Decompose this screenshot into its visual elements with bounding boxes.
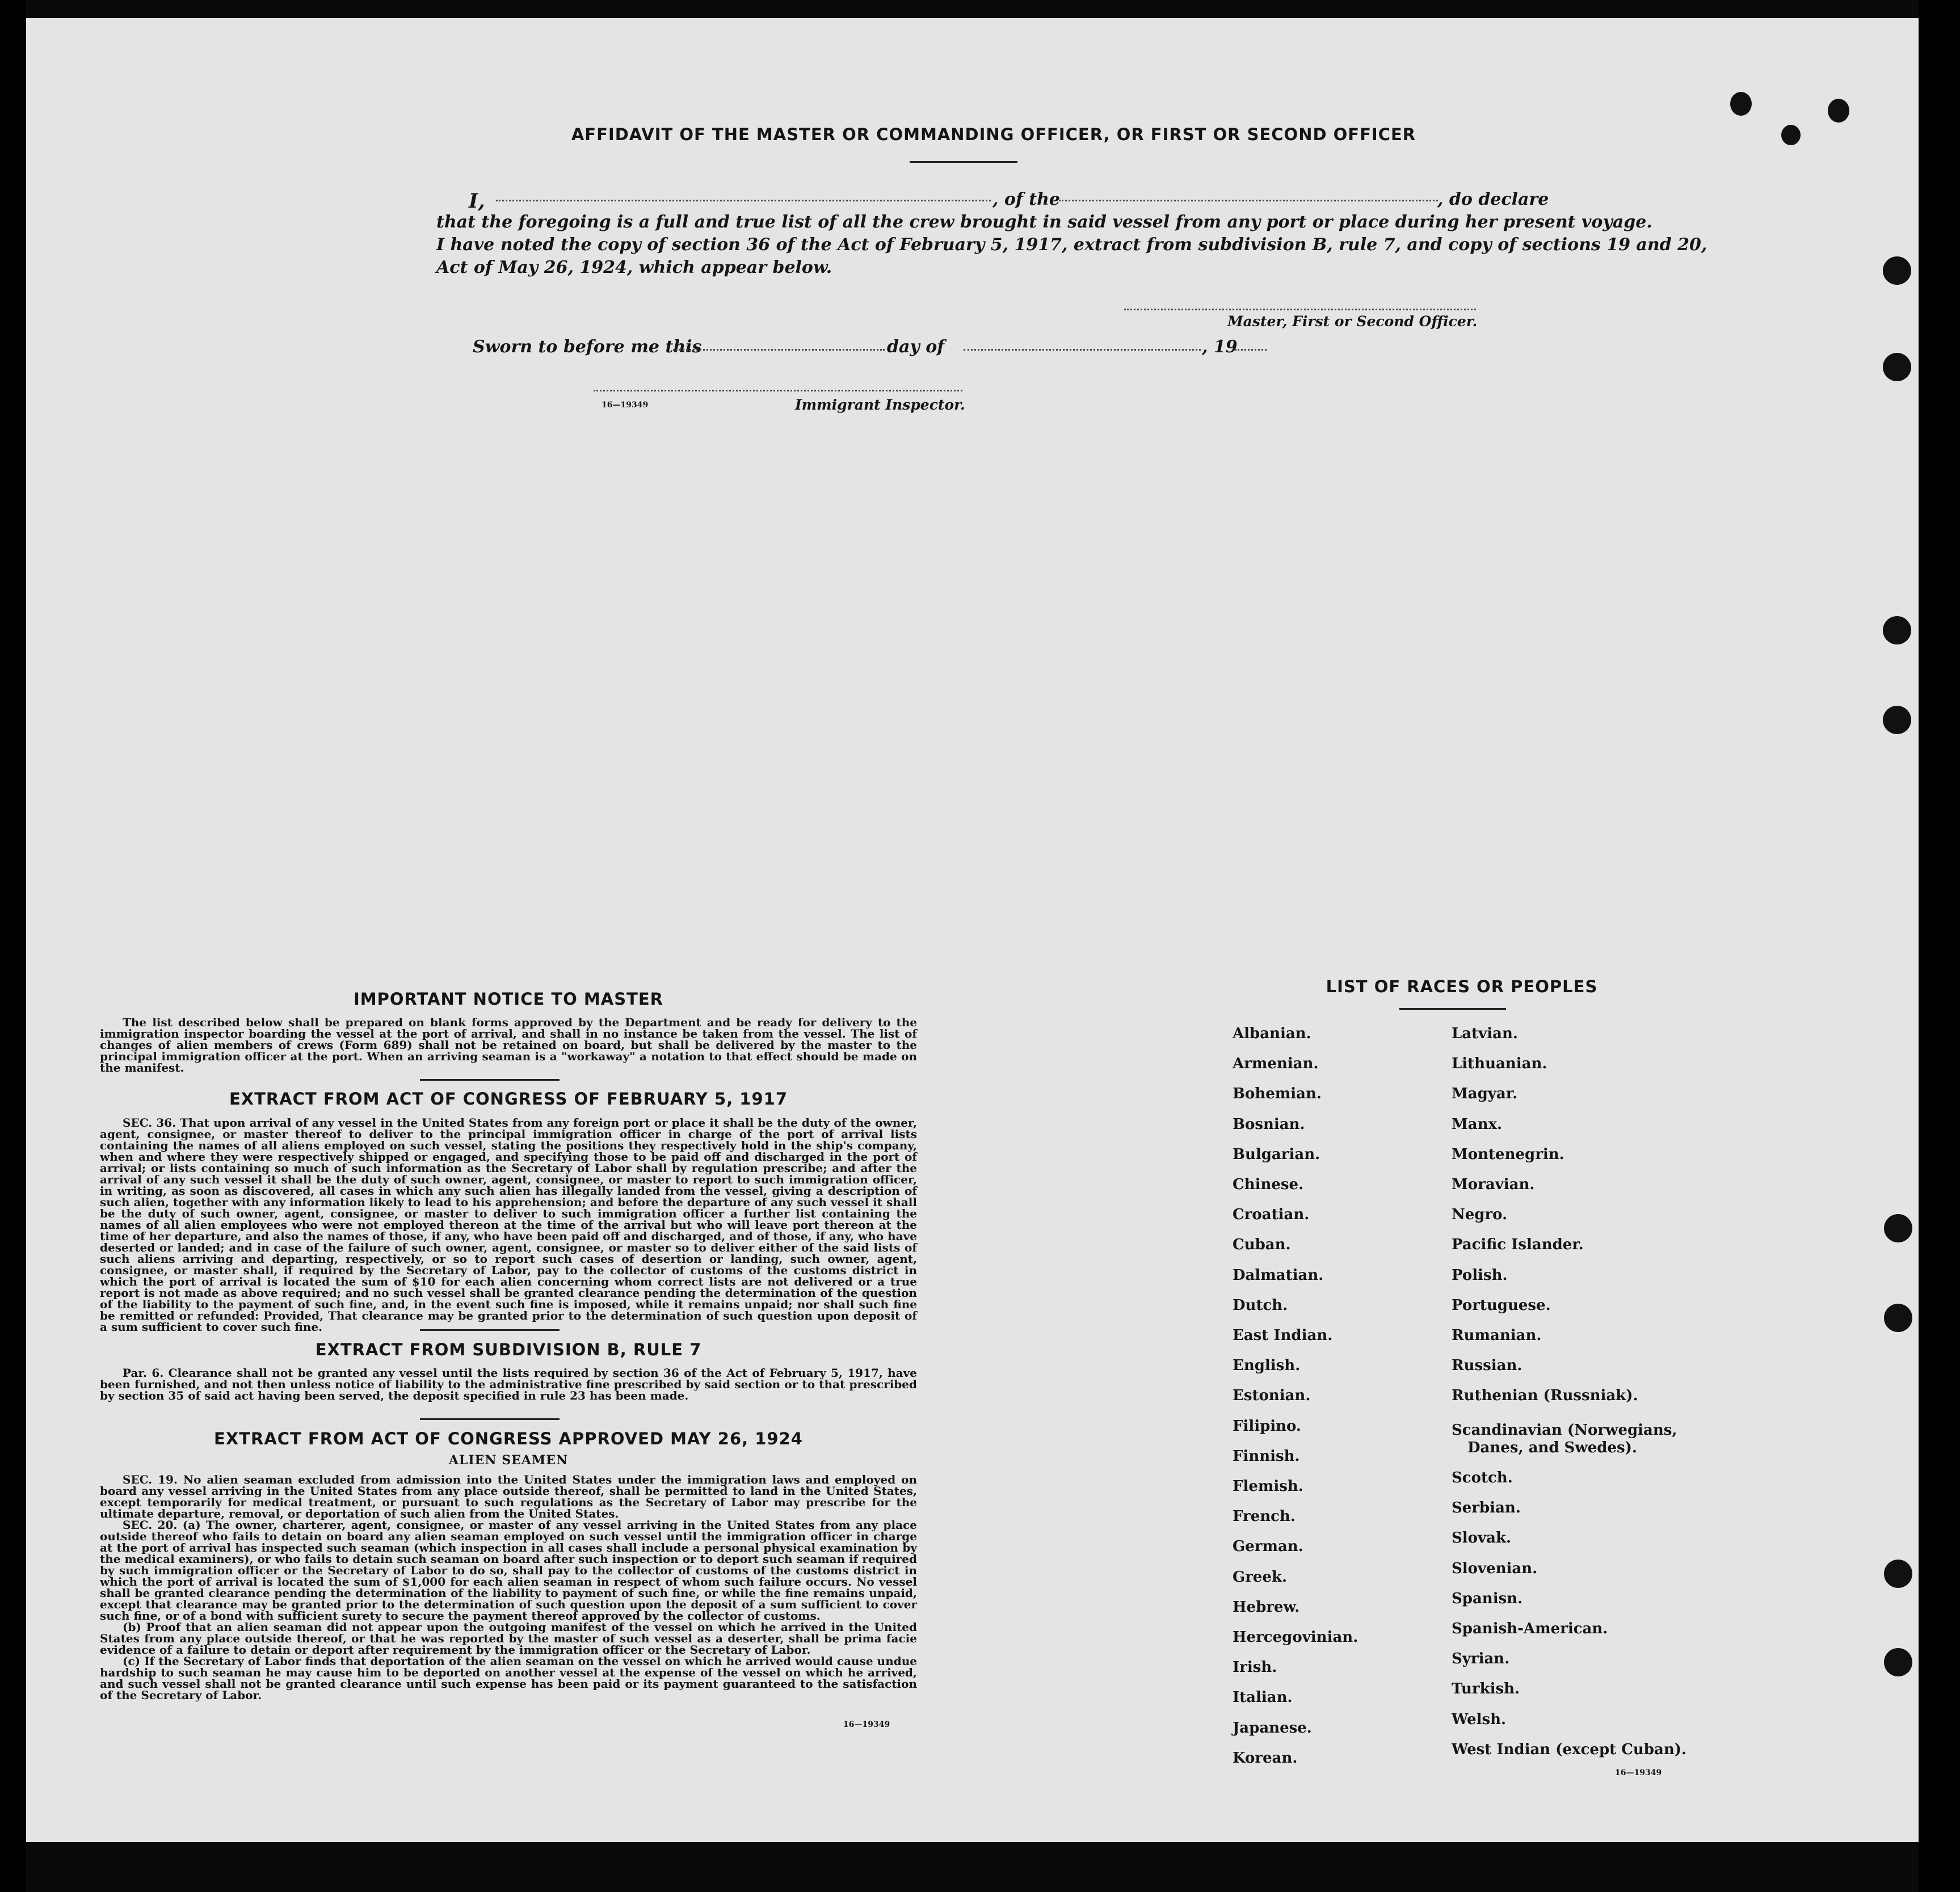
- race-item: Lithuanian.: [1452, 1055, 1547, 1073]
- race-item: Finnish.: [1233, 1447, 1300, 1465]
- sworn-day-blank: [673, 349, 885, 351]
- section-divider: [420, 1329, 560, 1331]
- race-item: Magyar.: [1452, 1085, 1518, 1103]
- race-item: Estonian.: [1233, 1387, 1311, 1405]
- race-item: Spanisn.: [1452, 1590, 1523, 1607]
- form-code: 16—19349: [1615, 1768, 1662, 1777]
- declare-label: , do declare: [1437, 189, 1549, 209]
- sec36-text: SEC. 36. That upon arrival of any vessel in the United States from any foreign port or place it shall be the duty of the owner, agent, consignee, or master thereof to deliver to the principal immigration officer in charge of the port of arrival lists containing the names of all aliens employed on such vessel, stating the positions they respectively hold in the ship's company, when and where they were respectively shipped or engaged, and specifying those to be paid off and discharged in the port of arrival; or lists containing so much of such information as the Secretary of Labor shall by regulation prescribe; and after the arrival of any such vessel it shall be the duty of such owner, agent, consignee, or master to report to such immigration officer, in writing, as soon as discovered, all cases in which any such alien has illegally landed from the vessel, giving a description of such alien, together with any information likely to lead to his apprehension; and before the departure of any such vessel it shall be the duty of such owner, agent, consignee, or master to deliver to such immigration officer a further list containing the names of all alien employees who were not employed thereon at the time of the arrival but who will leave port thereon at the time of her departure, and also the names of those, if any, who have been paid off and discharged, and of those, if any, who have deserted or landed; and in case of the failure of such owner, agent, consignee, or master so to deliver either of the said lists of such aliens arriving and departing, respectively, or so to report such cases of desertion or landing, such owner, agent, consignee, or master shall, if required by the Secretary of Labor, pay to the collector of customs of the customs district in which the port of arrival is located the sum of $10 for each alien concerning whom correct lists are not delivered or a true report is not made as above required; and no such vessel shall be granted clearance pending the determination of the question of the liability to the payment of such fine, and, in the event such fine is imposed, while it remains unpaid; nor shall such fine be remitted or refunded: Provided, That clearance may be granted prior to the determination of such question upon deposit of a sum sufficient to cover such fine.: [100, 1116, 917, 1334]
- name-blank: [496, 200, 991, 201]
- day-of-label: day of: [887, 337, 945, 357]
- notice-title: IMPORTANT NOTICE TO MASTER: [353, 989, 664, 1009]
- race-item: Greek.: [1233, 1568, 1288, 1586]
- rule7-section: [100, 1367, 917, 1401]
- inspector-signature-line: [594, 390, 962, 391]
- scan-border-left: [0, 0, 26, 1892]
- race-item: Moravian.: [1452, 1176, 1535, 1193]
- inspector-caption: Immigrant Inspector.: [795, 397, 965, 413]
- race-item: West Indian (except Cuban).: [1452, 1741, 1687, 1758]
- races-title: LIST OF RACES OR PEOPLES: [1326, 977, 1598, 996]
- affidavit-title: AFFIDAVIT OF THE MASTER OR COMMANDING OFFICER, OR FIRST OR SECOND OFFICER: [571, 125, 1416, 144]
- race-item: Croatian.: [1233, 1206, 1310, 1224]
- punch-hole: [1884, 1214, 1912, 1242]
- master-signature-line: [1124, 309, 1476, 310]
- scan-border-right: [1919, 0, 1960, 1892]
- race-item: Spanish-American.: [1452, 1620, 1608, 1637]
- race-item: German.: [1233, 1538, 1303, 1556]
- sec20a-text: SEC. 20. (a) The owner, charterer, agent, consignee, or master of any vessel arriving in the United States from any place outside thereof who fails to detain on board any alien seaman employed on such vessel until the immigration officer in charge at the port of arrival has inspected such seaman (which inspection in all cases shall include a personal physical examination by the medical examiners), or who fails to detain such seaman on board after such inspection or to deport such seaman if required by such immigration officer or the Secretary of Labor to do so, shall pay to the collector of customs of the customs district in which the port of arrival is located the sum of $1,000 for each alien seaman in respect of whom such failure occurs. No vessel shall be granted clearance pending the determination of the liability to payment of such fine, or while the fine remains unpaid, except that clearance may be granted prior to the determination of such question upon the deposit of a sum sufficient to cover such fine, or of a bond with sufficient surety to secure the payment thereof approved by the collector of customs.: [100, 1518, 917, 1623]
- race-item: Dalmatian.: [1233, 1266, 1324, 1284]
- sec20c-text: (c) If the Secretary of Labor finds that deportation of the alien seaman on the vessel on which he arrived would cause undue hardship to such seaman he may cause him to be deported on another vessel at the expense of the vessel on which he arrived, and such vessel shall not be granted clearance until such expense has been paid or its payment guaranteed to the satisfaction of the Secretary of Labor.: [100, 1654, 917, 1702]
- sec19-text: SEC. 19. No alien seaman excluded from admission into the United States under the immigration laws and employed on board any vessel arriving in the United States from any place outside thereof, shall be permitted to land in the United States, except temporarily for medical treatment, or pursuant to such regulations as the Secretary of Labor may prescribe for the ultimate departure, removal, or deportation of such alien from the United States.: [100, 1473, 917, 1520]
- affidavit-line-2: that the foregoing is a full and true list of all the crew brought in said vessel from any port or place during her present voyage.: [436, 212, 1652, 232]
- affidavit-line-3: I have noted the copy of section 36 of the Act of February 5, 1917, extract from subdivision B, rule 7, and copy of sections 19 and 20,: [436, 235, 1707, 255]
- race-item: Ruthenian (Russniak).: [1452, 1387, 1638, 1405]
- punch-hole: [1883, 706, 1911, 734]
- form-code: 16—19349: [843, 1720, 890, 1729]
- races-divider: [1399, 1008, 1506, 1010]
- race-item: Rumanian.: [1452, 1327, 1542, 1344]
- alien-seamen-subtitle: ALIEN SEAMEN: [448, 1453, 569, 1468]
- race-item: Scandinavian (Norwegians,: [1452, 1421, 1677, 1439]
- punch-hole: [1781, 125, 1801, 145]
- race-item: Montenegrin.: [1452, 1145, 1564, 1163]
- punch-hole: [1884, 1560, 1912, 1588]
- race-item: Russian.: [1452, 1357, 1522, 1375]
- race-item: Armenian.: [1233, 1055, 1319, 1073]
- race-item: Filipino.: [1233, 1417, 1301, 1435]
- extract-1924-section: [100, 1474, 917, 1701]
- section-divider: [420, 1079, 560, 1081]
- sworn-label: Sworn to before me this: [473, 337, 702, 357]
- race-item: English.: [1233, 1357, 1301, 1375]
- race-item: Italian.: [1233, 1689, 1293, 1706]
- year-label: , 19: [1202, 337, 1238, 357]
- punch-hole: [1828, 99, 1849, 123]
- race-item: Serbian.: [1452, 1499, 1521, 1517]
- race-item: Turkish.: [1452, 1680, 1520, 1698]
- race-item: Syrian.: [1452, 1650, 1510, 1668]
- race-item: Scotch.: [1452, 1469, 1513, 1486]
- race-item: Albanian.: [1233, 1025, 1311, 1042]
- race-item: Latvian.: [1452, 1025, 1518, 1042]
- vessel-blank: [1059, 200, 1438, 201]
- race-item: Bosnian.: [1233, 1115, 1305, 1133]
- race-item: Chinese.: [1233, 1176, 1304, 1193]
- race-item: Polish.: [1452, 1266, 1508, 1284]
- sworn-month-blank: [964, 349, 1201, 351]
- race-item: Welsh.: [1452, 1710, 1507, 1728]
- master-signature-caption: Master, First or Second Officer.: [1227, 313, 1478, 330]
- notice-section: [100, 1017, 917, 1073]
- race-item: Hercegovinian.: [1233, 1629, 1358, 1646]
- race-item: French.: [1233, 1508, 1296, 1526]
- extract-1917-section: [100, 1117, 917, 1333]
- punch-hole: [1883, 353, 1911, 381]
- race-item: Slovak.: [1452, 1529, 1512, 1547]
- affidavit-line-4: Act of May 26, 1924, which appear below.: [436, 258, 832, 277]
- race-item: Japanese.: [1233, 1719, 1312, 1737]
- extract-1917-title: EXTRACT FROM ACT OF CONGRESS OF FEBRUARY 5, 1917: [229, 1089, 788, 1109]
- title-divider: [910, 161, 1017, 163]
- race-item: Portuguese.: [1452, 1296, 1551, 1314]
- extract-1924-title: EXTRACT FROM ACT OF CONGRESS APPROVED MAY 26, 1924: [214, 1429, 803, 1448]
- race-item: East Indian.: [1233, 1327, 1333, 1344]
- punch-hole: [1883, 616, 1911, 644]
- punch-hole: [1884, 1648, 1912, 1676]
- punch-hole: [1883, 256, 1911, 285]
- section-divider: [420, 1418, 560, 1420]
- race-item: Bohemian.: [1233, 1085, 1322, 1103]
- race-item: Korean.: [1233, 1749, 1298, 1767]
- race-item: Bulgarian.: [1233, 1145, 1320, 1163]
- race-item: Danes, and Swedes).: [1467, 1439, 1637, 1456]
- punch-hole: [1730, 92, 1752, 116]
- sec20b-text: (b) Proof that an alien seaman did not appear upon the outgoing manifest of the vessel on which he arrived in the United States from any place outside thereof, or that he was reported by the master of such vessel as a deserter, shall be prima facie evidence of a failure to detain or deport after requirement by the immigration officer or the Secretary of Labor.: [100, 1620, 917, 1657]
- race-item: Slovenian.: [1452, 1560, 1538, 1577]
- race-item: Negro.: [1452, 1206, 1508, 1224]
- punch-hole: [1884, 1304, 1912, 1332]
- rule7-title: EXTRACT FROM SUBDIVISION B, RULE 7: [315, 1340, 702, 1359]
- race-item: Manx.: [1452, 1115, 1503, 1133]
- notice-text: The list described below shall be prepared on blank forms approved by the Department and be ready for delivery to the immigration inspector boarding the vessel at the port of arrival, and shall in no instance be taken from the vessel. The list of changes of alien members of crews (Form 689) shall not be retained on board, but shall be delivered by the master to the principal immigration officer at the port. When an arriving seaman is a "workaway" a notation to that effect should be made on the manifest.: [100, 1015, 917, 1074]
- race-item: Irish.: [1233, 1659, 1277, 1676]
- race-item: Hebrew.: [1233, 1598, 1300, 1616]
- of-the-label: , of the: [992, 189, 1061, 209]
- race-item: Flemish.: [1233, 1478, 1303, 1495]
- document-sheet: [26, 18, 1919, 1842]
- race-item: Dutch.: [1233, 1296, 1288, 1314]
- i-label: I,: [469, 189, 485, 213]
- race-item: Cuban.: [1233, 1236, 1291, 1254]
- year-blank: [1235, 349, 1267, 351]
- rule7-text: Par. 6. Clearance shall not be granted any vessel until the lists required by section 36 of the Act of February 5, 1917, have been furnished, and not then unless notice of liability to the administrative fine prescribed by said section or to that prescribed by section 35 of said act having been served, the deposit specified in rule 23 has been made.: [100, 1366, 917, 1402]
- form-code: 16—19349: [602, 401, 649, 410]
- race-item: Pacific Islander.: [1452, 1236, 1584, 1254]
